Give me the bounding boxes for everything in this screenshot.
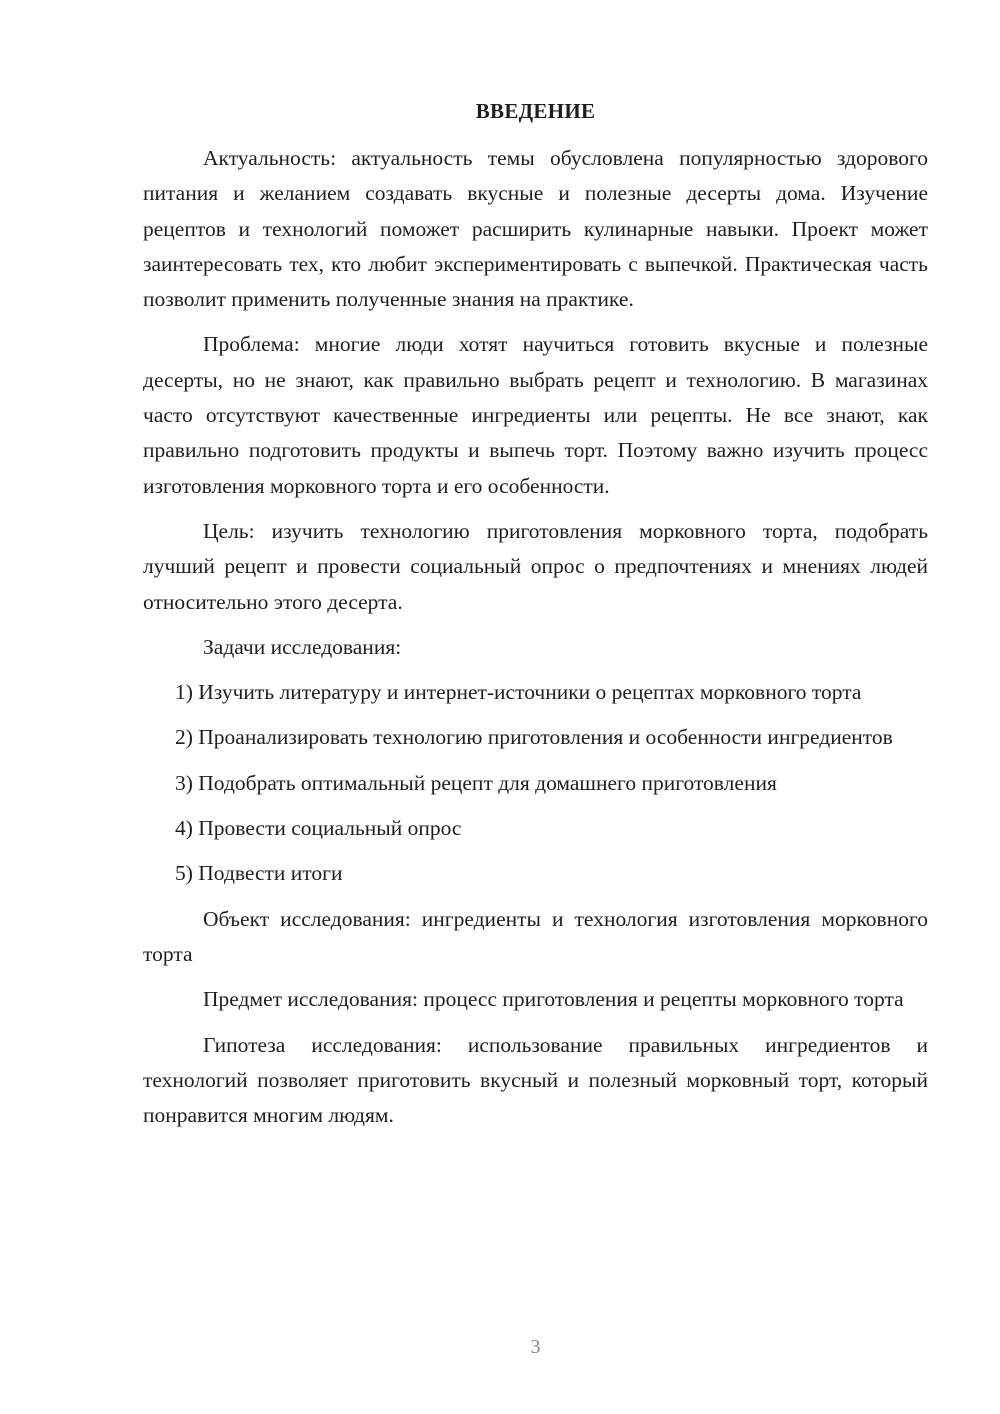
task-item-5: 5) Подвести итоги (175, 861, 343, 886)
document-body (143, 141, 928, 1143)
tasks-heading: Задачи исследования: (203, 634, 402, 659)
paragraph-goal: Цель: изучить технологию приготовления морковного торта, подобрать лучший рецепт и провести социальный опрос о предпочтениях и мнениях людей относительно этого десерта. (143, 518, 928, 614)
page-number: 3 (530, 1336, 541, 1358)
task-item-2: 2) Проанализировать технологию приготовления и особенности ингредиентов (175, 725, 893, 750)
task-item-3: 3) Подобрать оптимальный рецепт для домашнего приготовления (175, 770, 777, 795)
paragraph-problem: Проблема: многие люди хотят научиться готовить вкусные и полезные десерты, но не знают, как правильно выбрать рецепт и технологию. В магазинах часто отсутствуют качественные ингредиенты или рецепты. Не все знают, как правильно подготовить продукты и выпечь торт. Поэтому важно изучить процесс изготовления морковного торта и его особенности. (143, 332, 928, 498)
paragraph-relevance: Актуальность: актуальность темы обусловлена популярностью здорового питания и желанием создавать вкусные и полезные десерты дома. Изучение рецептов и технологий поможет расширить кулинарные навыки. Проект может заинтересовать тех, кто любит экспериментировать с выпечкой. Практическая часть позволит применить полученные знания на практике. (143, 146, 928, 312)
paragraph-hypothesis: Гипотеза исследования: использование правильных ингредиентов и технологий позволяет приготовить вкусный и полезный морковный торт, который понравится многим людям. (143, 1032, 928, 1128)
paragraph-subject: Предмет исследования: процесс приготовления и рецепты морковного торта (203, 987, 904, 1012)
document-page (143, 0, 928, 1414)
task-item-4: 4) Провести социальный опрос (175, 816, 462, 841)
paragraph-object: Объект исследования: ингредиенты и технология изготовления морковного торта (143, 906, 928, 966)
section-title: ВВЕДЕНИЕ (475, 99, 596, 123)
task-item-1: 1) Изучить литературу и интернет-источники о рецептах морковного торта (175, 680, 862, 705)
